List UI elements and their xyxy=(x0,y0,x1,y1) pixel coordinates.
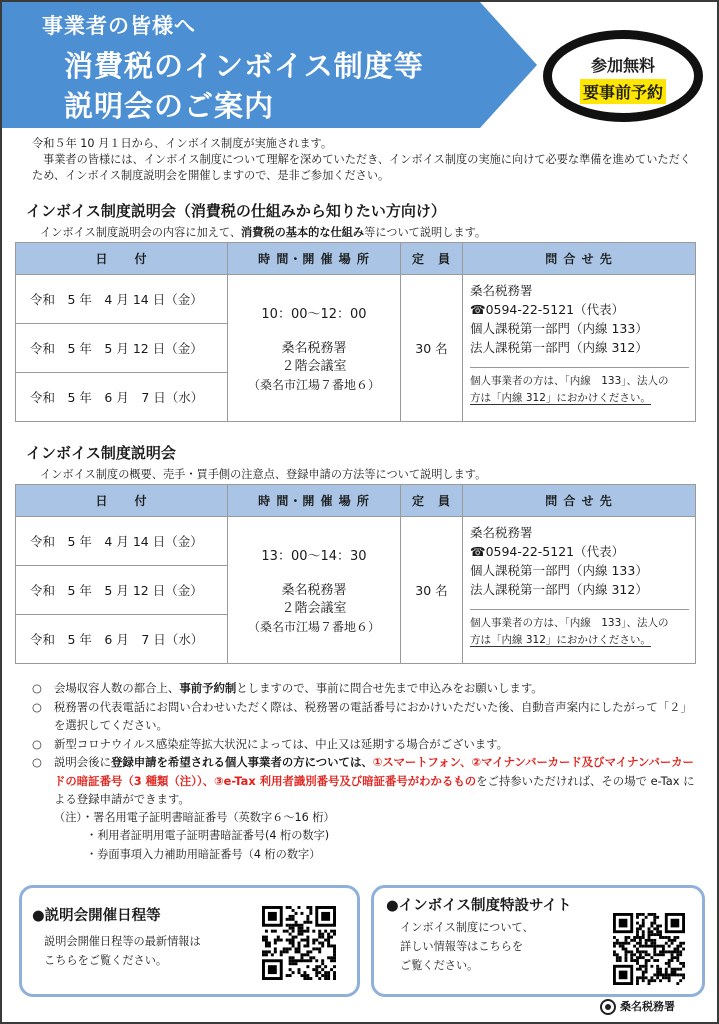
date-cell: 令和 5 年 5 月 12 日（金） xyxy=(16,566,228,615)
box1-text-line1: 説明会開催日程等の最新情報は xyxy=(44,935,201,948)
section1-desc-before: インボイス制度説明会の内容に加えて、 xyxy=(40,226,242,239)
note-sub3: ・券面事項入力補助用暗証番号（4 桁の数字） xyxy=(86,847,321,861)
note-item xyxy=(32,753,697,809)
contact-dept-corporate: 法人課税第一部門（内線 312） xyxy=(470,582,648,597)
venue-room: ２階会議室 xyxy=(281,600,347,616)
note-item xyxy=(32,698,697,735)
note-marker: ○ xyxy=(32,736,42,751)
header-capacity: 定 員 xyxy=(401,243,463,275)
intro-line2: 事業者の皆様には、インボイス制度について理解を深めていただき、インボイス制度の実施に向けて必要な準備を進めていただくため、インボイス制度説明会を開催しますので、是非ご参加ください。 xyxy=(32,153,691,182)
contact-phone: ☎0594-22-5121（代表） xyxy=(470,544,625,559)
schedule-qr-code[interactable] xyxy=(262,906,336,980)
note-marker: ○ xyxy=(32,681,42,695)
note1-bold: 事前予約制 xyxy=(179,681,237,695)
header-date: 日 付 xyxy=(16,485,228,517)
section1-schedule-table xyxy=(15,242,696,422)
note4-red: ①スマートフォン、②マイナンバーカード及びマイナンバーカードの暗証番号（3 種類（注））、③e-Tax 利用者識別番号及び暗証番号がわかるもの xyxy=(54,755,694,788)
box1-text-line2: こちらをご覧ください。 xyxy=(44,954,168,967)
contact-office: 桑名税務署 xyxy=(470,283,533,298)
date-cell: 令和 5 年 4 月 14 日（金） xyxy=(16,275,228,324)
header-time-venue: 時 間・開 催 場 所 xyxy=(228,485,401,517)
note-item xyxy=(32,679,697,698)
contact-office: 桑名税務署 xyxy=(470,525,533,540)
header-banner xyxy=(2,2,537,128)
section2-schedule-table xyxy=(15,484,696,664)
time-venue-cell xyxy=(228,517,401,664)
box2-text-line3: ご覧ください。 xyxy=(400,959,479,972)
note-marker: ○ xyxy=(32,699,42,714)
venue-address: （桑名市江場７番地６） xyxy=(247,619,380,634)
date-cell: 令和 5 年 4 月 14 日（金） xyxy=(16,517,228,566)
capacity-cell: 30 名 xyxy=(401,517,463,664)
table-header-row xyxy=(16,243,696,275)
note-item xyxy=(32,735,697,754)
box2-title: ●インボイス制度特設サイト xyxy=(386,898,572,914)
note2-text: 税務署の代表電話にお問い合わせいただく際は、税務署の電話番号におかけいただいた後、自動音声案内にしたがって「２」を選択してください。 xyxy=(54,699,692,732)
note4-bold: 登録申請を希望される個人事業者の方については、 xyxy=(110,755,373,769)
note4-before: 説明会後に xyxy=(54,755,111,769)
note4-after: をご持参いただければ、その場で e-Tax による登録申請ができます。 xyxy=(54,773,695,806)
contact-cell xyxy=(463,275,696,422)
box2-text-line2: 詳しい情報等はこちらを xyxy=(400,940,524,953)
tax-office-emblem-icon xyxy=(600,999,616,1015)
date-cell: 令和 5 年 6 月 7 日（水） xyxy=(16,615,228,664)
section2-desc: インボイス制度の概要、売手・買手側の注意点、登録申請の方法等について説明します。 xyxy=(40,468,487,481)
session-time: 13：00～14：30 xyxy=(261,548,367,564)
date-cell: 令和 5 年 6 月 7 日（水） xyxy=(16,373,228,422)
contact-note-line2: 方は「内線 312」におかけください。 xyxy=(470,392,651,404)
schedule-info-box xyxy=(19,885,360,997)
capacity-cell: 30 名 xyxy=(401,275,463,422)
header-date: 日 付 xyxy=(16,243,228,275)
section1-desc-after: 等について説明します。 xyxy=(364,226,487,239)
header-time-venue: 時 間・開 催 場 所 xyxy=(228,243,401,275)
notes-list xyxy=(32,679,697,864)
contact-note xyxy=(470,367,689,407)
contact-dept-corporate: 法人課税第一部門（内線 312） xyxy=(470,340,648,355)
note1-before: 会場収容人数の都合上、 xyxy=(54,681,180,695)
badge-free-text: 参加無料 xyxy=(590,56,655,75)
note-sub1: （注）・署名用電子証明書暗証番号（英数字６～16 桁） xyxy=(54,810,335,824)
venue-room: ２階会議室 xyxy=(281,358,347,374)
header-title-line2: 説明会のご案内 xyxy=(64,89,275,123)
header-subtitle: 事業者の皆様へ xyxy=(42,14,196,38)
contact-note-line2: 方は「内線 312」におかけください。 xyxy=(470,634,651,646)
invoice-site-qr-code[interactable] xyxy=(613,913,685,985)
contact-note xyxy=(470,609,689,649)
contact-phone: ☎0594-22-5121（代表） xyxy=(470,302,625,317)
date-cell: 令和 5 年 5 月 12 日（金） xyxy=(16,324,228,373)
session-time: 10：00～12：00 xyxy=(261,306,367,322)
footer-org xyxy=(600,998,675,1015)
venue-name: 桑名税務署 xyxy=(281,582,347,598)
intro-text xyxy=(32,136,692,184)
header-capacity: 定 員 xyxy=(401,485,463,517)
table-header-row xyxy=(16,485,696,517)
header-contact: 問 合 せ 先 xyxy=(463,485,696,517)
box1-title: ●説明会開催日程等 xyxy=(32,908,161,924)
box1-text xyxy=(44,932,201,970)
note-marker: ○ xyxy=(32,755,42,769)
header-contact: 問 合 せ 先 xyxy=(463,243,696,275)
header-title-line1: 消費税のインボイス制度等 xyxy=(64,49,424,83)
free-reservation-badge xyxy=(543,30,703,122)
section1-desc xyxy=(40,224,486,240)
note3-text: 新型コロナウイルス感染症等拡大状況によっては、中止又は延期する場合がございます。 xyxy=(54,736,509,751)
section2-title: インボイス制度説明会 xyxy=(26,444,176,462)
contact-dept-individual: 個人課税第一部門（内線 133） xyxy=(470,563,648,578)
table-row xyxy=(16,517,696,566)
box2-text-line1: インボイス制度について、 xyxy=(400,921,534,934)
table-row xyxy=(16,275,696,324)
contact-note-line1: 個人事業者の方は、「内線 133」、法人の xyxy=(470,375,669,387)
contact-dept-individual: 個人課税第一部門（内線 133） xyxy=(470,321,648,336)
contact-note-line1: 個人事業者の方は、「内線 133」、法人の xyxy=(470,617,669,629)
invoice-site-box xyxy=(371,885,705,997)
section1-title: インボイス制度説明会（消費税の仕組みから知りたい方向け） xyxy=(26,202,446,220)
venue-address: （桑名市江場７番地６） xyxy=(247,377,380,392)
intro-line1: 令和５年 10 月１日から、インボイス制度が実施されます。 xyxy=(32,137,333,150)
note1-after: としますので、事前に問合せ先まで申込みをお願いします。 xyxy=(236,681,543,695)
badge-reservation-text: 要事前予約 xyxy=(580,79,666,104)
box2-text xyxy=(400,918,534,975)
venue-name: 桑名税務署 xyxy=(281,340,347,356)
note-sub2: ・利用者証明用電子証明書暗証番号(4 桁の数字) xyxy=(86,829,330,842)
footer-org-name: 桑名税務署 xyxy=(620,1000,675,1013)
contact-cell xyxy=(463,517,696,664)
time-venue-cell xyxy=(228,275,401,422)
section1-desc-bold: 消費税の基本的な仕組み xyxy=(241,226,365,239)
